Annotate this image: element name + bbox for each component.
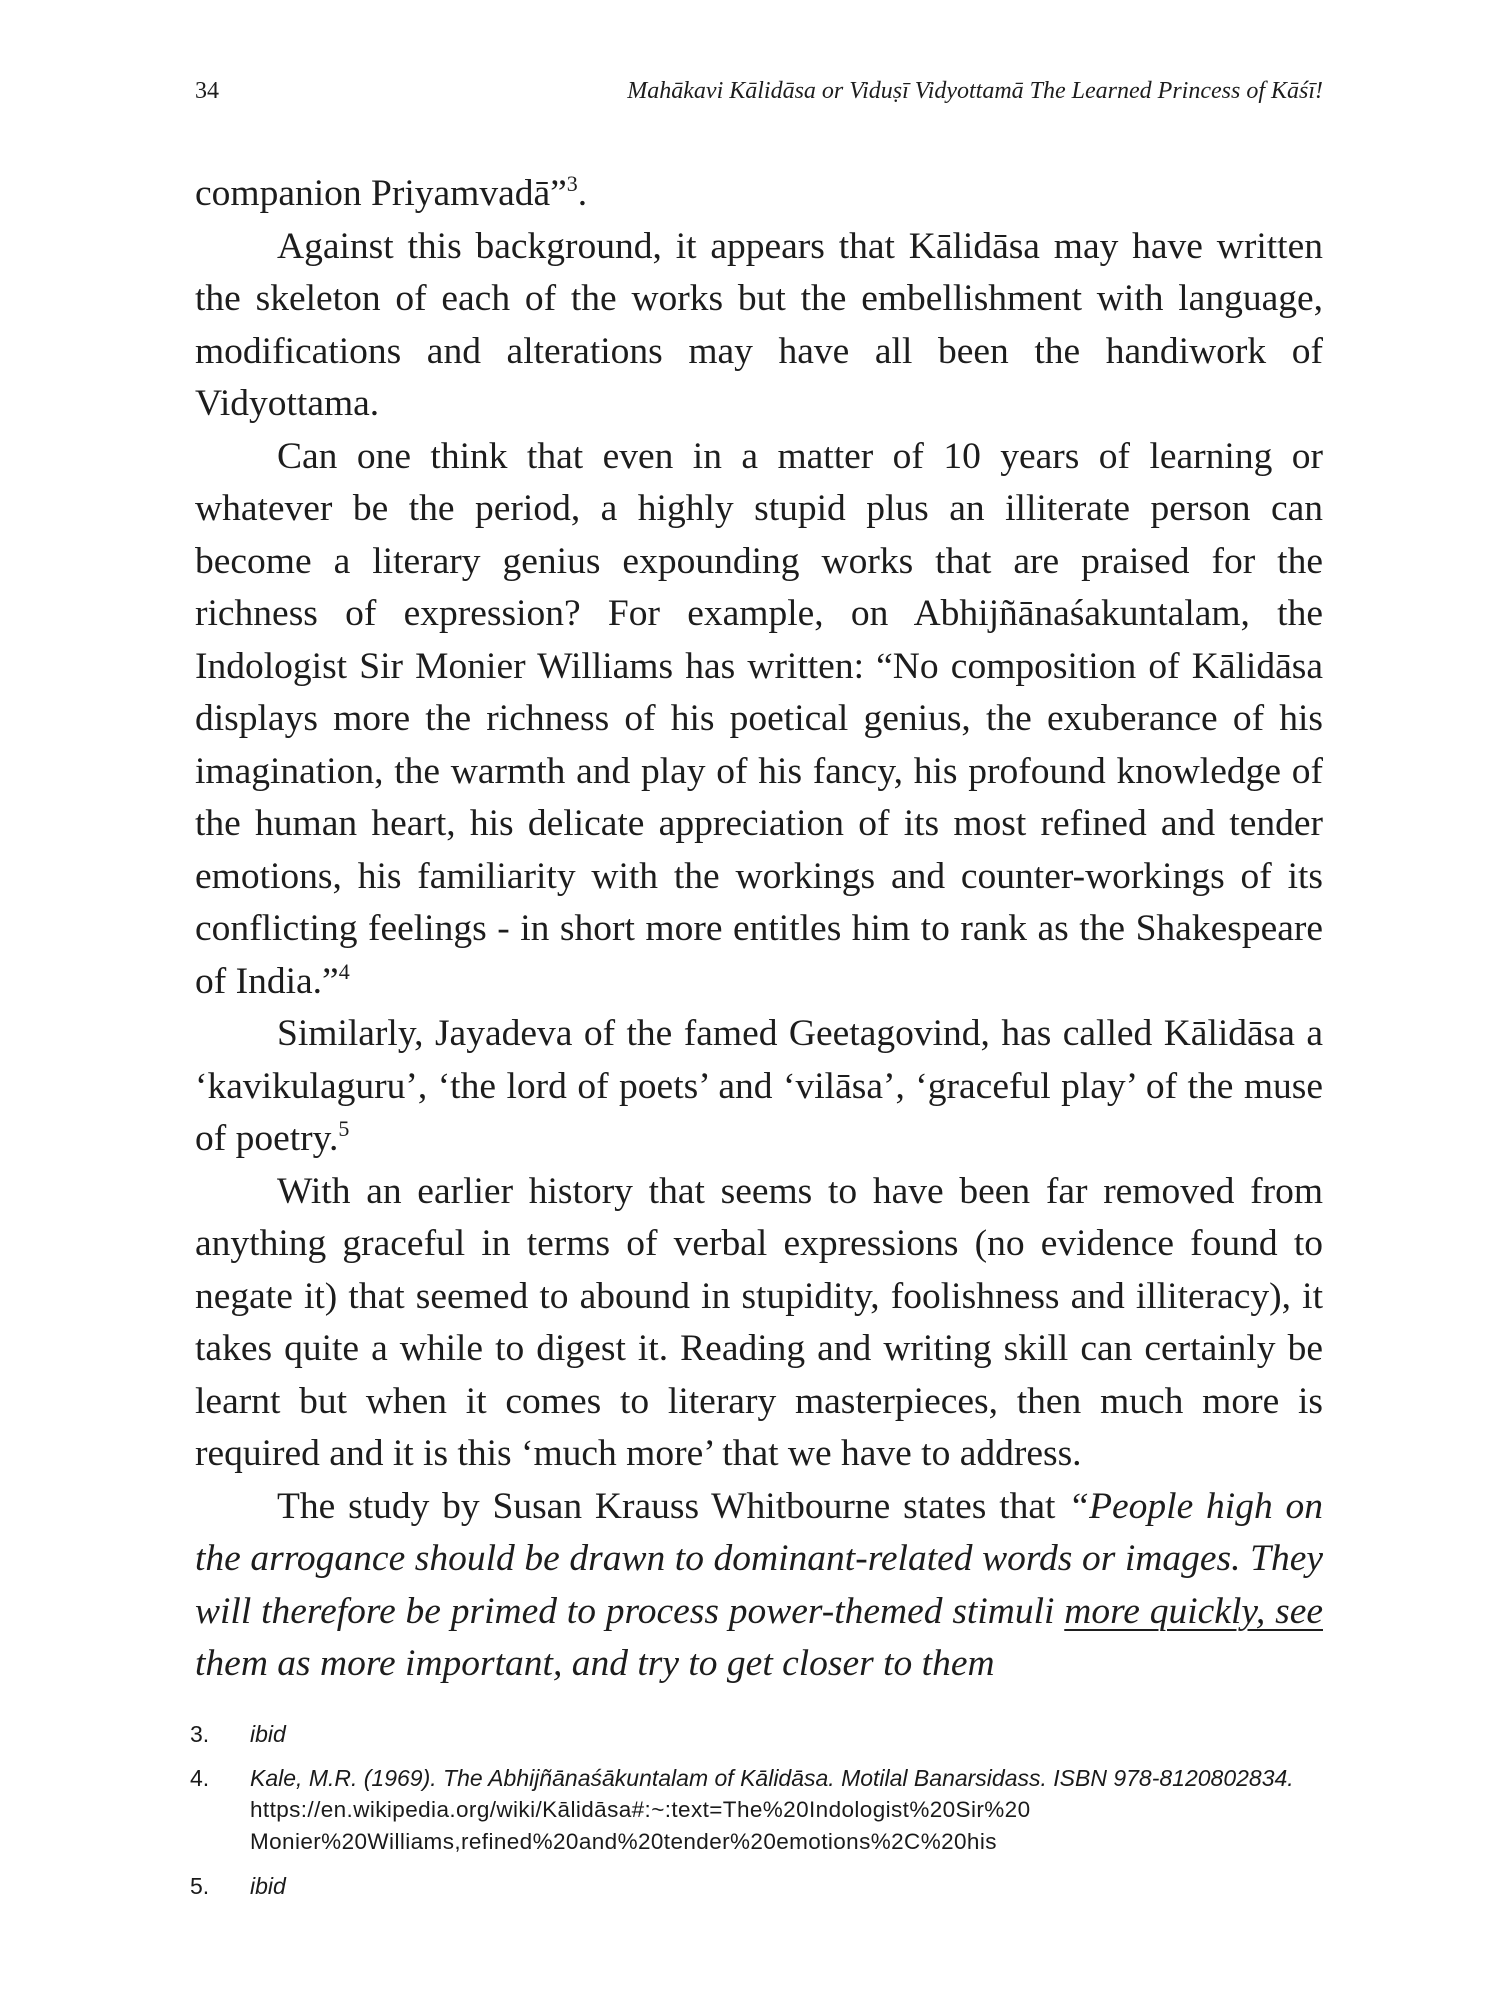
- running-head: Mahākavi Kālidāsa or Viduṣī Vidyottamā The Learned Princess of Kāśī!: [627, 78, 1323, 104]
- paragraph-1: companion Priyamvadā”$^3$.: [195, 171, 588, 214]
- quotation-continued: them as more important, and try to get closer to them: [195, 1643, 995, 1684]
- underlined-quotation: more quickly, see: [1064, 1590, 1323, 1632]
- footnote-number: 4.: [190, 1765, 210, 1791]
- paragraph-3: Can one think that even in a matter of 10 years of learning or whatever be the period, a highly stupid plus an illiterate person can become a literary genius expounding works that are praised for the richness of expression? For example, on Abhijñānaśakuntalam, the Indologist Sir Monier Williams has written: “No composition of Kālidāsa displays more the richness of his poetical genius, the exuberance of his imagination, the warmth and play of his fancy, his profound knowledge of the human heart, his delicate appreciation of its most refined and tender emotions, his familiarity with the workings and counter-workings of its conflicting feelings - in short more entitles him to rank as the Shakespeare of India.”$^4$: [195, 435, 1323, 1002]
- footnote-5: [190, 1870, 1330, 1902]
- footnote-ref-3[interactable]: 3: [566, 171, 578, 196]
- footnote-citation: Kale, M.R. (1969). The Abhijñānaśākuntalam of Kālidāsa. Motilal Banarsidass. ISBN 978-8120802834.: [250, 1765, 1294, 1791]
- footnote-3: [190, 1718, 1330, 1750]
- footnote-number: 3.: [190, 1721, 210, 1747]
- footnote-url-line-2[interactable]: Monier%20Williams,refined%20and%20tender%20emotions%2C%20his: [250, 1829, 997, 1854]
- page-number: 34: [195, 78, 219, 104]
- footnote-number: 5.: [190, 1873, 210, 1899]
- footnote-citation: ibid: [250, 1721, 286, 1747]
- page-header: [195, 78, 1323, 114]
- quotation: “People high on the arrogance should be drawn to dominant-related words or images. They will therefore be primed to process power-themed stimuli: [195, 1485, 1324, 1632]
- footnotes: [190, 1718, 1330, 1914]
- paragraph-5: With an earlier history that seems to have been far removed from anything graceful in terms of verbal expressions (no evidence found to negate it) that seemed to abound in stupidity, foolishness and illiteracy), it takes quite a while to digest it. Reading and writing skill can certainly be learnt but when it comes to literary masterpieces, then much more is required and it is this ‘much more’ that we have to address.: [195, 1170, 1323, 1474]
- footnote-ref-5[interactable]: 5: [338, 1116, 350, 1141]
- footnote-citation: ibid: [250, 1873, 286, 1899]
- footnote-4: [190, 1762, 1330, 1858]
- footnote-url-line-1[interactable]: https://en.wikipedia.org/wiki/Kālidāsa#:~:text=The%20Indologist%20Sir%20: [250, 1797, 1031, 1822]
- paragraph-4: Similarly, Jayadeva of the famed Geetagovind, has called Kālidāsa a ‘kavikulaguru’, ‘the lord of poets’ and ‘vilāsa’, ‘graceful play’ of the muse of poetry.$^5$: [195, 1013, 1323, 1159]
- footnote-ref-4[interactable]: 4: [338, 958, 350, 984]
- body-text: [195, 168, 1323, 1691]
- paragraph-2: Against this background, it appears that Kālidāsa may have written the skeleton of each of the works but the embellishment with language, modifications and alterations may have all been the handiwork of Vidyottama.: [195, 225, 1323, 424]
- paragraph-6: The study by Susan Krauss Whitbourne states that “People high on the arrogance should be drawn to dominant-related words or images. They will therefore be primed to process power-themed stimuli more quickly, see them as more important, and try to get closer to them: [195, 1485, 1324, 1684]
